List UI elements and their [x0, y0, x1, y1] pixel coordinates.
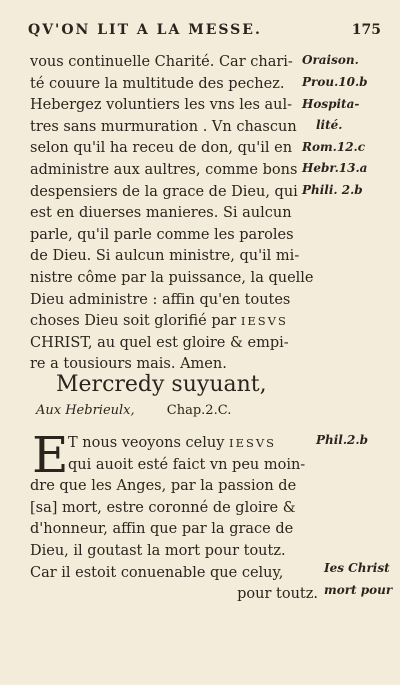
page-number: 175 [351, 22, 381, 38]
text-line: [sa] mort, estre coronné de gloire & [30, 499, 296, 516]
margin-note: Hebr.13.a [302, 161, 368, 175]
margin-note: Ies Christ [324, 561, 390, 575]
epistle-name: Aux Hebrieulx, [36, 403, 135, 418]
text-line: vous continuelle Charité. Car chari- [30, 54, 293, 70]
text-fragment: T nous veoyons celuy [68, 435, 225, 451]
text-line: CHRIST, au quel est gloire & empi- [30, 334, 289, 351]
margin-note: Hospita- [302, 97, 360, 111]
jesus-smallcaps: IESVS [229, 436, 277, 450]
text-line: tres sans murmuration . Vn chascun [30, 118, 297, 135]
drop-cap: E [32, 426, 69, 484]
text-line: té couure la multitude des pechez. [30, 75, 285, 92]
epistle-reference [36, 403, 231, 418]
jesus-smallcaps: IESVS [240, 314, 288, 329]
text-fragment: choses Dieu soit glorifié par [30, 313, 237, 330]
margin-note: Phil.2.b [316, 433, 368, 447]
text-line: qui auoit esté faict vn peu moin- [68, 456, 306, 473]
margin-note: Rom.12.c [302, 140, 366, 154]
running-header [28, 22, 383, 38]
text-line: Car il estoit conuenable que celuy, [30, 564, 284, 581]
text-line: Dieu administre : affin qu'en toutes [30, 291, 291, 308]
text-line: pour toutz. [237, 586, 318, 603]
text-line: parle, qu'il parle comme les paroles [30, 226, 294, 243]
section1-text [30, 52, 314, 376]
section-heading: Mercredy suyuant, [56, 372, 267, 397]
text-line: d'honneur, affin que par la grace de [30, 521, 294, 538]
section2-text [30, 426, 320, 606]
text-line [30, 433, 320, 455]
text-line: est en diuerses manieres. Si aulcun [30, 205, 292, 222]
text-line: nistre côme par la puissance, la quelle [30, 269, 314, 286]
chapter-reference: Chap.2.C. [166, 403, 232, 418]
margin-note: Oraison. [302, 53, 359, 67]
text-line: re a tousiours mais. Amen. [30, 356, 227, 373]
text-line: dre que les Anges, par la passion de [30, 478, 297, 495]
text-line: despensiers de la grace de Dieu, qui [30, 183, 298, 200]
margin-note: lité. [316, 118, 343, 132]
text-line: Hebergez voluntiers les vns les aul- [30, 97, 293, 114]
text-line: Dieu, il goutast la mort pour toutz. [30, 542, 286, 559]
text-line: selon qu'il ha receu de don, qu'il en [30, 140, 293, 157]
margin-note: mort pour [324, 583, 393, 597]
text-line [30, 311, 302, 333]
margin-note: Prou.10.b [302, 75, 368, 89]
margin-note: Phili. 2.b [302, 183, 363, 197]
text-line: administre aux aultres, comme bons [30, 161, 298, 178]
running-title: QV'ON LIT A LA MESSE. [28, 22, 262, 38]
text-line: de Dieu. Si aulcun ministre, qu'il mi- [30, 248, 300, 265]
